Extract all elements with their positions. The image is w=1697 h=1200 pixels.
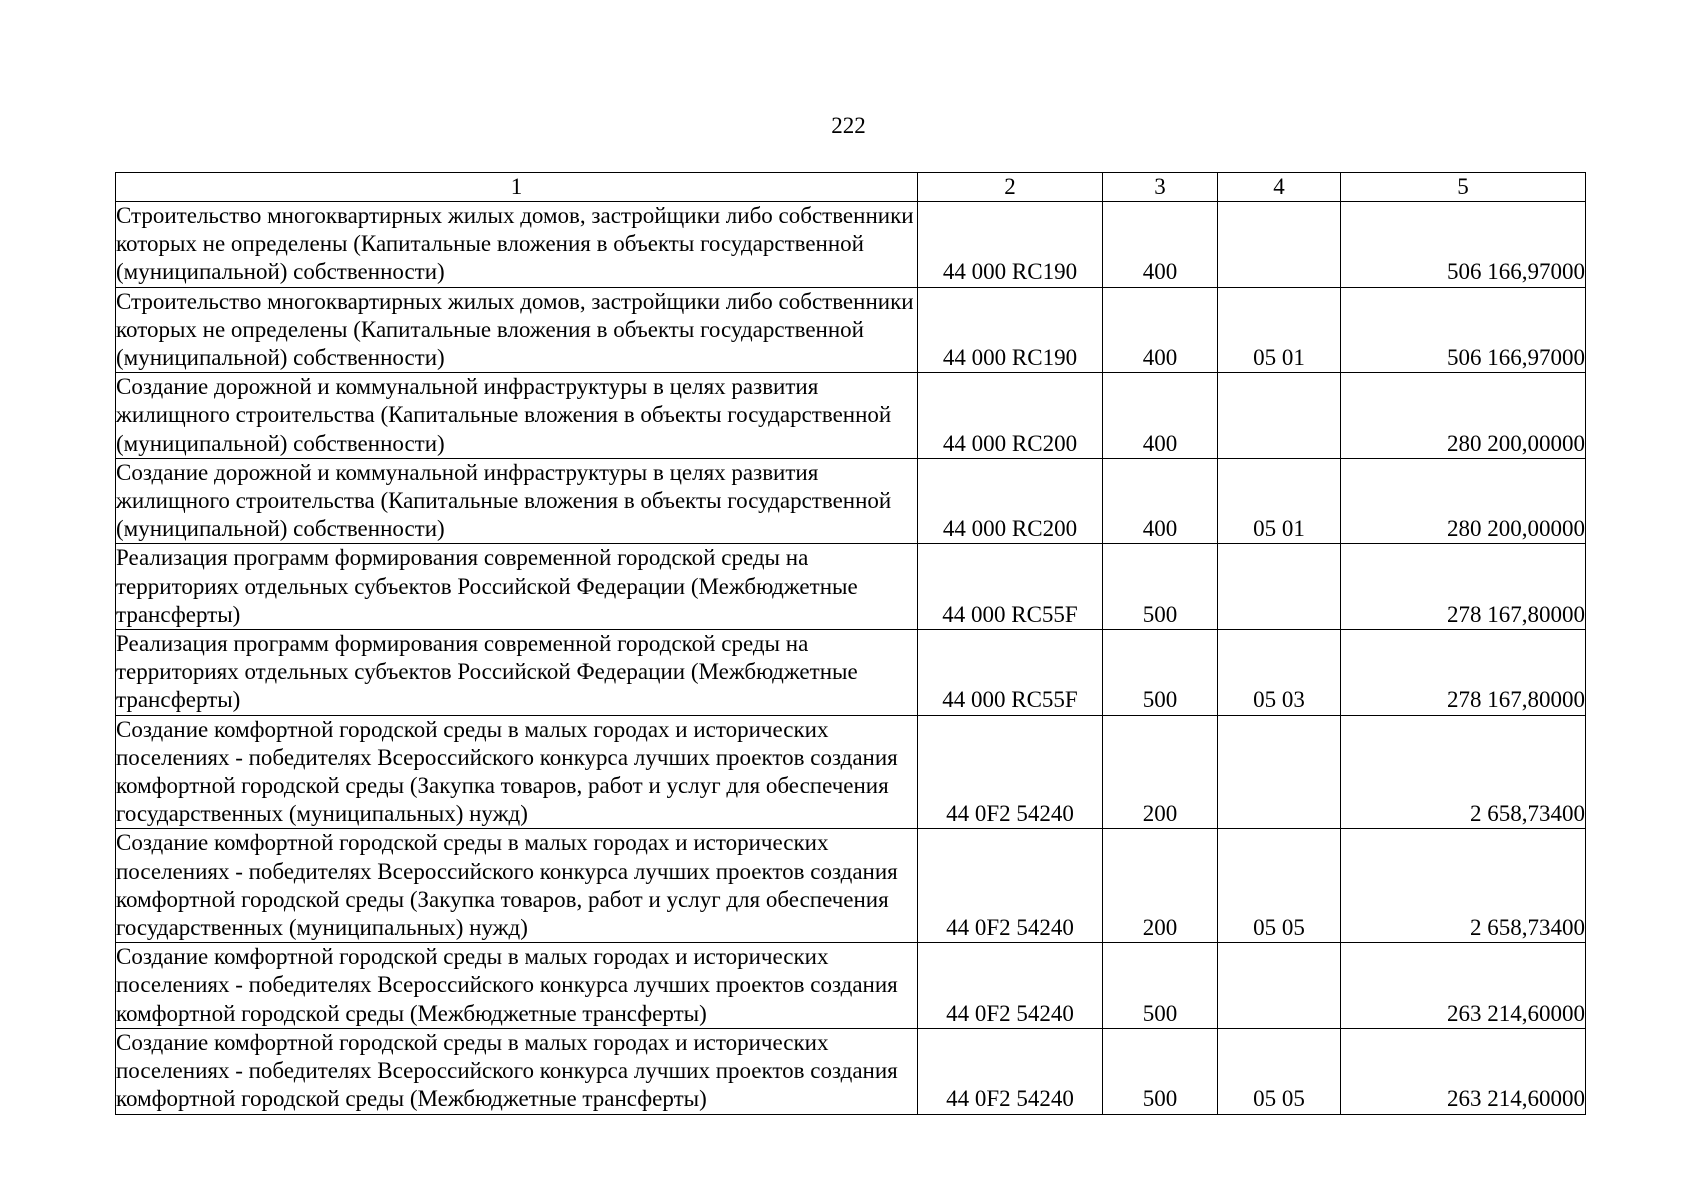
row-description: Реализация программ формирования современной городской среды на территориях отдельных субъектов Российской Федерации (Межбюджетные трансферты) xyxy=(116,544,918,630)
table-row xyxy=(116,458,1586,544)
row-amount: 278 167,80000 xyxy=(1341,630,1586,716)
row-amount: 2 658,73400 xyxy=(1341,715,1586,829)
row-amount: 2 658,73400 xyxy=(1341,829,1586,943)
row-section-code: 05 05 xyxy=(1218,1028,1341,1114)
budget-table xyxy=(115,172,1586,1115)
row-amount: 280 200,00000 xyxy=(1341,373,1586,459)
table-row xyxy=(116,943,1586,1029)
row-section-code xyxy=(1218,943,1341,1029)
row-expense-type: 500 xyxy=(1103,544,1218,630)
row-target-code: 44 0F2 54240 xyxy=(918,943,1103,1029)
row-amount: 263 214,60000 xyxy=(1341,1028,1586,1114)
row-section-code xyxy=(1218,373,1341,459)
row-expense-type: 400 xyxy=(1103,287,1218,373)
row-section-code: 05 05 xyxy=(1218,829,1341,943)
table-row xyxy=(116,1028,1586,1114)
row-amount: 280 200,00000 xyxy=(1341,458,1586,544)
row-section-code: 05 01 xyxy=(1218,287,1341,373)
row-target-code: 44 000 RC200 xyxy=(918,373,1103,459)
row-description: Создание комфортной городской среды в малых городах и исторических поселениях - победителях Всероссийского конкурса лучших проектов создания комфортной городской среды (Межбюджетные трансферты) xyxy=(116,1028,918,1114)
row-description: Строительство многоквартирных жилых домов, застройщики либо собственники которых не определены (Капитальные вложения в объекты государственной (муниципальной) собственности) xyxy=(116,287,918,373)
table-row xyxy=(116,630,1586,716)
row-expense-type: 500 xyxy=(1103,1028,1218,1114)
column-header-4: 4 xyxy=(1218,173,1341,202)
row-target-code: 44 000 RC200 xyxy=(918,458,1103,544)
row-description: Реализация программ формирования современной городской среды на территориях отдельных субъектов Российской Федерации (Межбюджетные трансферты) xyxy=(116,630,918,716)
row-description: Строительство многоквартирных жилых домов, застройщики либо собственники которых не определены (Капитальные вложения в объекты государственной (муниципальной) собственности) xyxy=(116,202,918,288)
row-amount: 506 166,97000 xyxy=(1341,287,1586,373)
table-row xyxy=(116,715,1586,829)
row-description: Создание дорожной и коммунальной инфраструктуры в целях развития жилищного строительства (Капитальные вложения в объекты государственной (муниципальной) собственности) xyxy=(116,373,918,459)
row-expense-type: 500 xyxy=(1103,943,1218,1029)
page-number: 222 xyxy=(831,113,866,138)
row-section-code xyxy=(1218,202,1341,288)
row-amount: 506 166,97000 xyxy=(1341,202,1586,288)
row-amount: 278 167,80000 xyxy=(1341,544,1586,630)
row-target-code: 44 0F2 54240 xyxy=(918,1028,1103,1114)
table-row xyxy=(116,287,1586,373)
row-amount: 263 214,60000 xyxy=(1341,943,1586,1029)
row-expense-type: 500 xyxy=(1103,630,1218,716)
table-row xyxy=(116,373,1586,459)
row-expense-type: 200 xyxy=(1103,715,1218,829)
row-description: Создание комфортной городской среды в малых городах и исторических поселениях - победителях Всероссийского конкурса лучших проектов создания комфортной городской среды (Межбюджетные трансферты) xyxy=(116,943,918,1029)
column-header-5: 5 xyxy=(1341,173,1586,202)
row-section-code: 05 01 xyxy=(1218,458,1341,544)
column-header-3: 3 xyxy=(1103,173,1218,202)
row-description: Создание комфортной городской среды в малых городах и исторических поселениях - победителях Всероссийского конкурса лучших проектов создания комфортной городской среды (Закупка товаров, работ и услуг для обеспечения государственных (муниципальных) нужд) xyxy=(116,829,918,943)
row-expense-type: 400 xyxy=(1103,202,1218,288)
row-target-code: 44 000 RC55F xyxy=(918,630,1103,716)
row-target-code: 44 000 RC55F xyxy=(918,544,1103,630)
table-row xyxy=(116,829,1586,943)
row-description: Создание дорожной и коммунальной инфраструктуры в целях развития жилищного строительства (Капитальные вложения в объекты государственной (муниципальной) собственности) xyxy=(116,458,918,544)
row-expense-type: 200 xyxy=(1103,829,1218,943)
column-header-1: 1 xyxy=(116,173,918,202)
row-target-code: 44 0F2 54240 xyxy=(918,829,1103,943)
table-row xyxy=(116,544,1586,630)
row-target-code: 44 000 RC190 xyxy=(918,287,1103,373)
row-section-code: 05 03 xyxy=(1218,630,1341,716)
row-section-code xyxy=(1218,544,1341,630)
row-description: Создание комфортной городской среды в малых городах и исторических поселениях - победителях Всероссийского конкурса лучших проектов создания комфортной городской среды (Закупка товаров, работ и услуг для обеспечения государственных (муниципальных) нужд) xyxy=(116,715,918,829)
table-header-row xyxy=(116,173,1586,202)
table-row xyxy=(116,202,1586,288)
row-expense-type: 400 xyxy=(1103,373,1218,459)
row-target-code: 44 000 RC190 xyxy=(918,202,1103,288)
column-header-2: 2 xyxy=(918,173,1103,202)
row-expense-type: 400 xyxy=(1103,458,1218,544)
row-section-code xyxy=(1218,715,1341,829)
row-target-code: 44 0F2 54240 xyxy=(918,715,1103,829)
